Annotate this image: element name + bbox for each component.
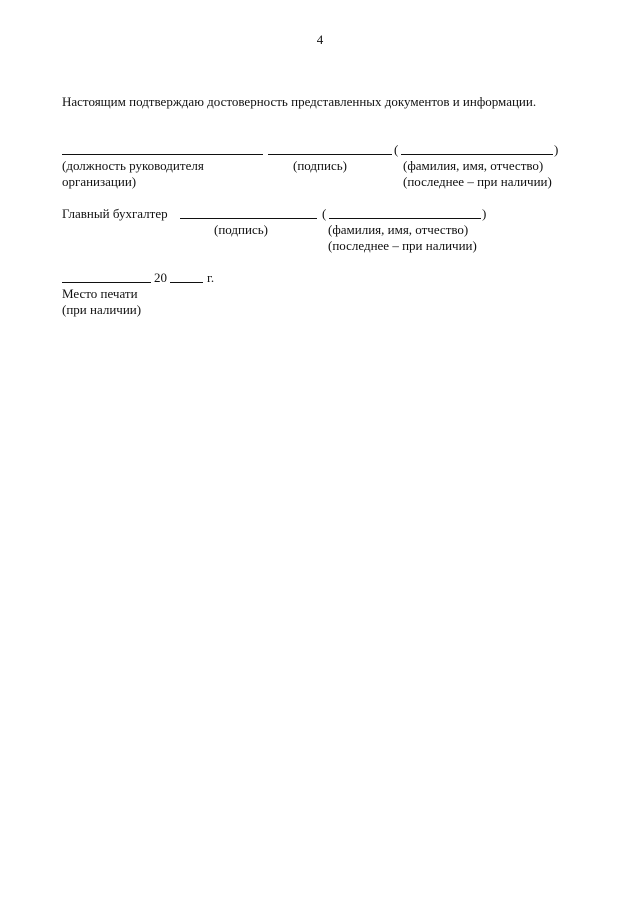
accountant-signature-line [180, 206, 317, 220]
accountant-name-line [329, 206, 481, 220]
confirmation-text: Настоящим подтверждаю достоверность представленных документов и информации. [62, 94, 537, 109]
accountant-name-caption-line1: (фамилия, имя, отчество) [328, 222, 469, 237]
date-year-prefix: 20 [154, 270, 167, 285]
page-number: 4 [316, 32, 324, 47]
head-name-caption-line1: (фамилия, имя, отчество) [403, 158, 544, 173]
head-position-caption-line1: (должность руководителя [62, 158, 204, 173]
stamp-place-note: (при наличии) [62, 302, 142, 317]
accountant-label: Главный бухгалтер [62, 206, 168, 221]
accountant-name-open-paren: ( [322, 206, 327, 221]
stamp-place-label: Место печати [62, 286, 138, 301]
accountant-signature-caption: (подпись) [214, 222, 268, 237]
accountant-name-close-paren: ) [482, 206, 487, 221]
head-signature-line [268, 142, 392, 156]
head-name-line [401, 142, 553, 156]
head-name-close-paren: ) [554, 142, 559, 157]
accountant-name-caption-line2: (последнее – при наличии) [328, 238, 477, 253]
date-day-month-line [62, 270, 151, 284]
head-name-open-paren: ( [394, 142, 399, 157]
date-year-suffix: г. [207, 270, 215, 285]
date-year-line [170, 270, 203, 284]
head-position-line [62, 142, 263, 156]
head-signature-caption: (подпись) [293, 158, 347, 173]
head-name-caption-line2: (последнее – при наличии) [403, 174, 552, 189]
head-position-caption-line2: организации) [62, 174, 137, 189]
